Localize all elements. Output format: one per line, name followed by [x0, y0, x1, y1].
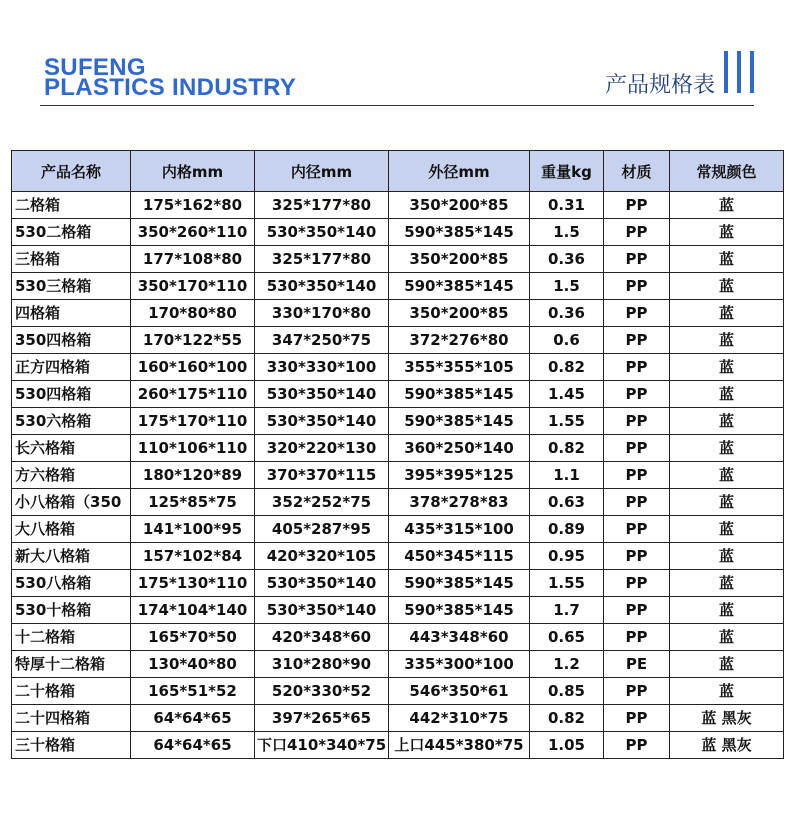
cell-color: 蓝 [670, 570, 784, 597]
cell-inner-grid: 350*170*110 [131, 273, 255, 300]
header-color: 常规颜色 [670, 151, 784, 192]
cell-weight: 0.65 [530, 624, 604, 651]
cell-weight: 1.5 [530, 219, 604, 246]
cell-material: PP [604, 516, 670, 543]
cell-product-name: 三格箱 [12, 246, 131, 273]
cell-inner-size: 530*350*140 [255, 597, 389, 624]
table-row [12, 246, 784, 273]
cell-product-name: 二格箱 [12, 192, 131, 219]
cell-weight: 0.82 [530, 705, 604, 732]
cell-outer-size: 590*385*145 [389, 273, 530, 300]
cell-inner-grid: 64*64*65 [131, 732, 255, 759]
cell-inner-size: 420*320*105 [255, 543, 389, 570]
cell-product-name: 530十格箱 [12, 597, 131, 624]
cell-color: 蓝 [670, 516, 784, 543]
cell-product-name: 正方四格箱 [12, 354, 131, 381]
cell-weight: 0.36 [530, 300, 604, 327]
table-row [12, 543, 784, 570]
cell-outer-size: 442*310*75 [389, 705, 530, 732]
cell-outer-size: 355*355*105 [389, 354, 530, 381]
table-row [12, 219, 784, 246]
table-row [12, 651, 784, 678]
cell-inner-size: 320*220*130 [255, 435, 389, 462]
cell-material: PP [604, 543, 670, 570]
cell-color: 蓝 [670, 300, 784, 327]
cell-inner-size: 330*170*80 [255, 300, 389, 327]
cell-material: PP [604, 192, 670, 219]
cell-color: 蓝 [670, 543, 784, 570]
cell-material: PP [604, 570, 670, 597]
cell-color: 蓝 [670, 381, 784, 408]
cell-color: 蓝 [670, 597, 784, 624]
cell-inner-size: 420*348*60 [255, 624, 389, 651]
table-body [12, 192, 784, 759]
cell-color: 蓝 [670, 273, 784, 300]
cell-weight: 0.6 [530, 327, 604, 354]
cell-product-name: 长六格箱 [12, 435, 131, 462]
cell-inner-size: 530*350*140 [255, 408, 389, 435]
page-title: 产品规格表 [604, 73, 715, 98]
cell-outer-size: 590*385*145 [389, 381, 530, 408]
cell-outer-size: 335*300*100 [389, 651, 530, 678]
cell-inner-size: 520*330*52 [255, 678, 389, 705]
cell-outer-size: 350*200*85 [389, 192, 530, 219]
cell-product-name: 530八格箱 [12, 570, 131, 597]
cell-product-name: 530三格箱 [12, 273, 131, 300]
cell-weight: 0.89 [530, 516, 604, 543]
cell-color: 蓝 [670, 435, 784, 462]
triple-bar-icon [724, 51, 754, 93]
cell-weight: 1.7 [530, 597, 604, 624]
table-row [12, 327, 784, 354]
spec-table [11, 150, 784, 759]
table-row [12, 489, 784, 516]
brand-logo [44, 54, 297, 101]
cell-material: PP [604, 246, 670, 273]
table-row [12, 732, 784, 759]
cell-inner-size: 310*280*90 [255, 651, 389, 678]
cell-color: 蓝 [670, 327, 784, 354]
cell-inner-size: 405*287*95 [255, 516, 389, 543]
cell-inner-grid: 165*51*52 [131, 678, 255, 705]
cell-color: 蓝 [670, 192, 784, 219]
header-weight: 重量kg [530, 151, 604, 192]
brand-line-2: PLASTICS INDUSTRY [44, 74, 297, 101]
cell-product-name: 三十格箱 [12, 732, 131, 759]
cell-weight: 0.31 [530, 192, 604, 219]
cell-color: 蓝 [670, 246, 784, 273]
table-header-row [12, 151, 784, 192]
cell-inner-size: 370*370*115 [255, 462, 389, 489]
cell-product-name: 530六格箱 [12, 408, 131, 435]
cell-inner-grid: 157*102*84 [131, 543, 255, 570]
cell-material: PP [604, 624, 670, 651]
cell-inner-grid: 165*70*50 [131, 624, 255, 651]
cell-color: 蓝 [670, 408, 784, 435]
cell-inner-grid: 175*162*80 [131, 192, 255, 219]
cell-inner-grid: 177*108*80 [131, 246, 255, 273]
cell-outer-size: 378*278*83 [389, 489, 530, 516]
table-row [12, 381, 784, 408]
cell-product-name: 530四格箱 [12, 381, 131, 408]
cell-inner-size: 347*250*75 [255, 327, 389, 354]
cell-inner-grid: 170*80*80 [131, 300, 255, 327]
cell-material: PP [604, 705, 670, 732]
cell-weight: 0.82 [530, 354, 604, 381]
table-row [12, 624, 784, 651]
cell-inner-grid: 175*170*110 [131, 408, 255, 435]
cell-outer-size: 443*348*60 [389, 624, 530, 651]
table-row [12, 192, 784, 219]
cell-inner-grid: 170*122*55 [131, 327, 255, 354]
cell-product-name: 四格箱 [12, 300, 131, 327]
cell-inner-size: 330*330*100 [255, 354, 389, 381]
cell-color: 蓝 [670, 651, 784, 678]
cell-material: PP [604, 300, 670, 327]
cell-outer-size: 350*200*85 [389, 246, 530, 273]
table-row [12, 705, 784, 732]
cell-material: PP [604, 597, 670, 624]
cell-weight: 0.85 [530, 678, 604, 705]
cell-outer-size: 590*385*145 [389, 408, 530, 435]
cell-color: 蓝 黑灰 [670, 705, 784, 732]
cell-material: PP [604, 732, 670, 759]
cell-outer-size: 590*385*145 [389, 570, 530, 597]
cell-inner-size: 530*350*140 [255, 381, 389, 408]
cell-color: 蓝 黑灰 [670, 732, 784, 759]
cell-material: PE [604, 651, 670, 678]
header-inner-size: 内径mm [255, 151, 389, 192]
cell-product-name: 方六格箱 [12, 462, 131, 489]
cell-outer-size: 395*395*125 [389, 462, 530, 489]
table-row [12, 597, 784, 624]
cell-material: PP [604, 381, 670, 408]
cell-inner-size: 325*177*80 [255, 246, 389, 273]
cell-color: 蓝 [670, 624, 784, 651]
cell-material: PP [604, 354, 670, 381]
cell-inner-grid: 141*100*95 [131, 516, 255, 543]
cell-color: 蓝 [670, 462, 784, 489]
cell-weight: 1.2 [530, 651, 604, 678]
cell-weight: 0.63 [530, 489, 604, 516]
cell-weight: 1.45 [530, 381, 604, 408]
cell-inner-grid: 160*160*100 [131, 354, 255, 381]
cell-product-name: 特厚十二格箱 [12, 651, 131, 678]
cell-inner-grid: 64*64*65 [131, 705, 255, 732]
cell-weight: 1.5 [530, 273, 604, 300]
cell-product-name: 十二格箱 [12, 624, 131, 651]
cell-weight: 1.05 [530, 732, 604, 759]
cell-inner-size: 352*252*75 [255, 489, 389, 516]
cell-color: 蓝 [670, 489, 784, 516]
cell-product-name: 大八格箱 [12, 516, 131, 543]
cell-product-name: 530二格箱 [12, 219, 131, 246]
table-row [12, 354, 784, 381]
cell-inner-grid: 110*106*110 [131, 435, 255, 462]
cell-material: PP [604, 408, 670, 435]
header-product-name: 产品名称 [12, 151, 131, 192]
cell-outer-size: 350*200*85 [389, 300, 530, 327]
cell-inner-size: 530*350*140 [255, 273, 389, 300]
table-row [12, 435, 784, 462]
cell-material: PP [604, 489, 670, 516]
table-row [12, 408, 784, 435]
cell-material: PP [604, 435, 670, 462]
cell-inner-grid: 130*40*80 [131, 651, 255, 678]
cell-inner-size: 530*350*140 [255, 219, 389, 246]
cell-inner-grid: 350*260*110 [131, 219, 255, 246]
table-row [12, 678, 784, 705]
cell-color: 蓝 [670, 678, 784, 705]
cell-inner-grid: 180*120*89 [131, 462, 255, 489]
brand-line-1: SUFENG [44, 54, 146, 81]
cell-product-name: 小八格箱（350 [12, 489, 131, 516]
cell-inner-grid: 260*175*110 [131, 381, 255, 408]
cell-product-name: 二十格箱 [12, 678, 131, 705]
header-divider [40, 105, 754, 106]
cell-weight: 1.55 [530, 408, 604, 435]
cell-product-name: 二十四格箱 [12, 705, 131, 732]
table-row [12, 273, 784, 300]
cell-color: 蓝 [670, 219, 784, 246]
table-row [12, 462, 784, 489]
cell-inner-size: 下口410*340*75 [255, 732, 389, 759]
cell-outer-size: 590*385*145 [389, 219, 530, 246]
cell-inner-grid: 174*104*140 [131, 597, 255, 624]
cell-material: PP [604, 327, 670, 354]
cell-outer-size: 372*276*80 [389, 327, 530, 354]
cell-outer-size: 450*345*115 [389, 543, 530, 570]
cell-weight: 1.1 [530, 462, 604, 489]
cell-inner-size: 397*265*65 [255, 705, 389, 732]
cell-weight: 1.55 [530, 570, 604, 597]
cell-weight: 0.95 [530, 543, 604, 570]
cell-inner-size: 325*177*80 [255, 192, 389, 219]
cell-material: PP [604, 273, 670, 300]
cell-outer-size: 435*315*100 [389, 516, 530, 543]
cell-inner-size: 530*350*140 [255, 570, 389, 597]
cell-weight: 0.82 [530, 435, 604, 462]
table-row [12, 570, 784, 597]
table-row [12, 516, 784, 543]
cell-color: 蓝 [670, 354, 784, 381]
cell-material: PP [604, 678, 670, 705]
cell-material: PP [604, 462, 670, 489]
header-outer-size: 外径mm [389, 151, 530, 192]
cell-outer-size: 上口445*380*75 [389, 732, 530, 759]
cell-outer-size: 360*250*140 [389, 435, 530, 462]
header-material: 材质 [604, 151, 670, 192]
cell-inner-grid: 175*130*110 [131, 570, 255, 597]
cell-outer-size: 546*350*61 [389, 678, 530, 705]
cell-material: PP [604, 219, 670, 246]
cell-product-name: 350四格箱 [12, 327, 131, 354]
header-inner-grid: 内格mm [131, 151, 255, 192]
cell-inner-grid: 125*85*75 [131, 489, 255, 516]
cell-product-name: 新大八格箱 [12, 543, 131, 570]
cell-weight: 0.36 [530, 246, 604, 273]
table-row [12, 300, 784, 327]
cell-outer-size: 590*385*145 [389, 597, 530, 624]
